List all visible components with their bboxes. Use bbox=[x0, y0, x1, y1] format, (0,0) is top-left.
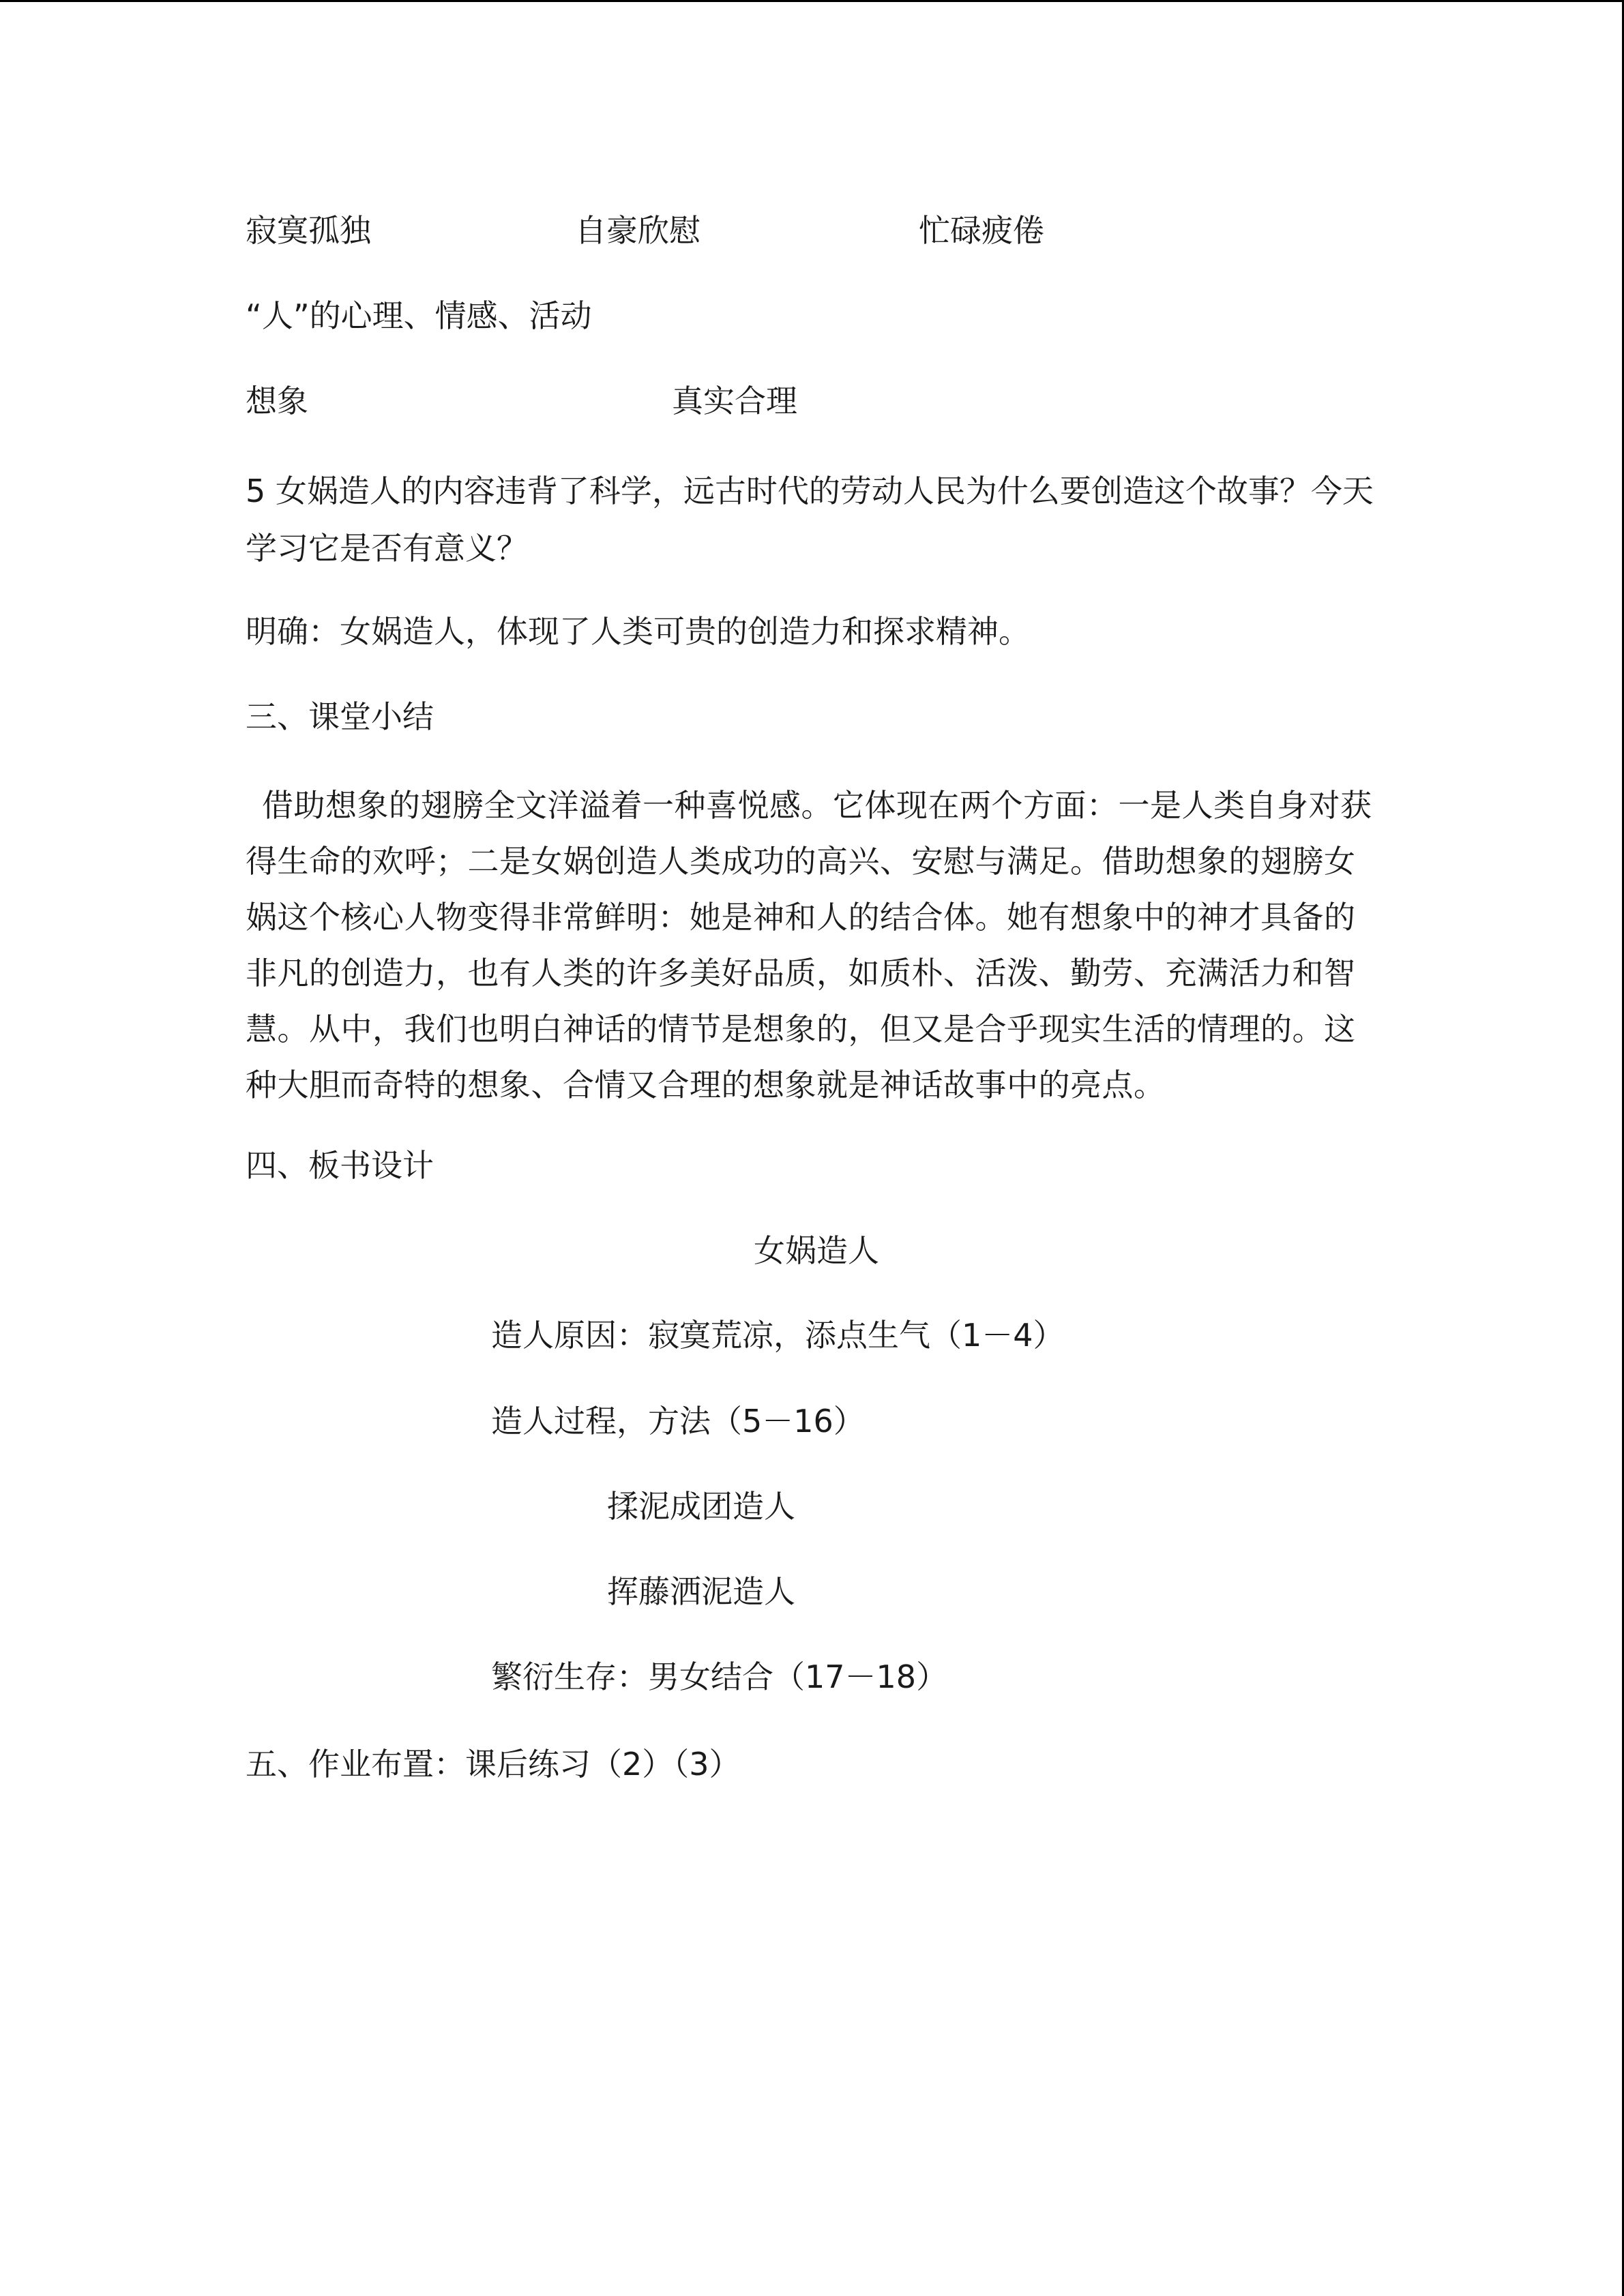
imagination-label: 想象 bbox=[246, 383, 308, 419]
board-process: 造人过程，方法（5－16） bbox=[491, 1403, 865, 1440]
question-5: 5 女娲造人的内容违背了科学，远古时代的劳动人民为什么要创造这个故事？今天学习它是否有意义？ bbox=[246, 473, 1374, 567]
answer: 明确：女娲造人，体现了人类可贵的创造力和探求精神。 bbox=[246, 613, 1030, 650]
section-5-heading: 五、作业布置：课后练习（2）（3） bbox=[246, 1746, 741, 1783]
reality-label: 真实合理 bbox=[672, 383, 797, 419]
human-traits: “人”的心理、情感、活动 bbox=[246, 297, 592, 334]
section-4-heading: 四、板书设计 bbox=[246, 1147, 434, 1184]
feeling-busy: 忙碌疲倦 bbox=[919, 212, 1044, 249]
board-reason: 造人原因：寂寞荒凉，添点生气（1－4） bbox=[491, 1317, 1065, 1354]
board-reproduce: 繁衍生存：男女结合（17－18） bbox=[491, 1658, 948, 1695]
section-3-heading: 三、课堂小结 bbox=[246, 698, 434, 735]
board-method-2: 挥藤洒泥造人 bbox=[607, 1573, 795, 1610]
feeling-proud: 自豪欣慰 bbox=[575, 212, 700, 249]
page-border-top bbox=[0, 0, 1624, 2]
board-method-1: 揉泥成团造人 bbox=[607, 1488, 795, 1525]
summary-paragraph: 借助想象的翅膀全文洋溢着一种喜悦感。它体现在两个方面：一是人类自身对获得生命的欢呼；二是女娲创造人类成功的高兴、安慰与满足。借助想象的翅膀女娲这个核心人物变得非常鲜明：她是神和人的结合体。她有想象中的神才具备的非凡的创造力，也有人类的许多美好品质，如质朴、活泼、勤劳、充满活力和智慧。从中，我们也明白神话的情节是想象的，但又是合乎现实生活的情理的。这种大胆而奇特的想象、合情又合理的想象就是神话故事中的亮点。 bbox=[246, 787, 1372, 1103]
feeling-lonely: 寂寞孤独 bbox=[246, 212, 371, 249]
board-title: 女娲造人 bbox=[754, 1232, 879, 1269]
